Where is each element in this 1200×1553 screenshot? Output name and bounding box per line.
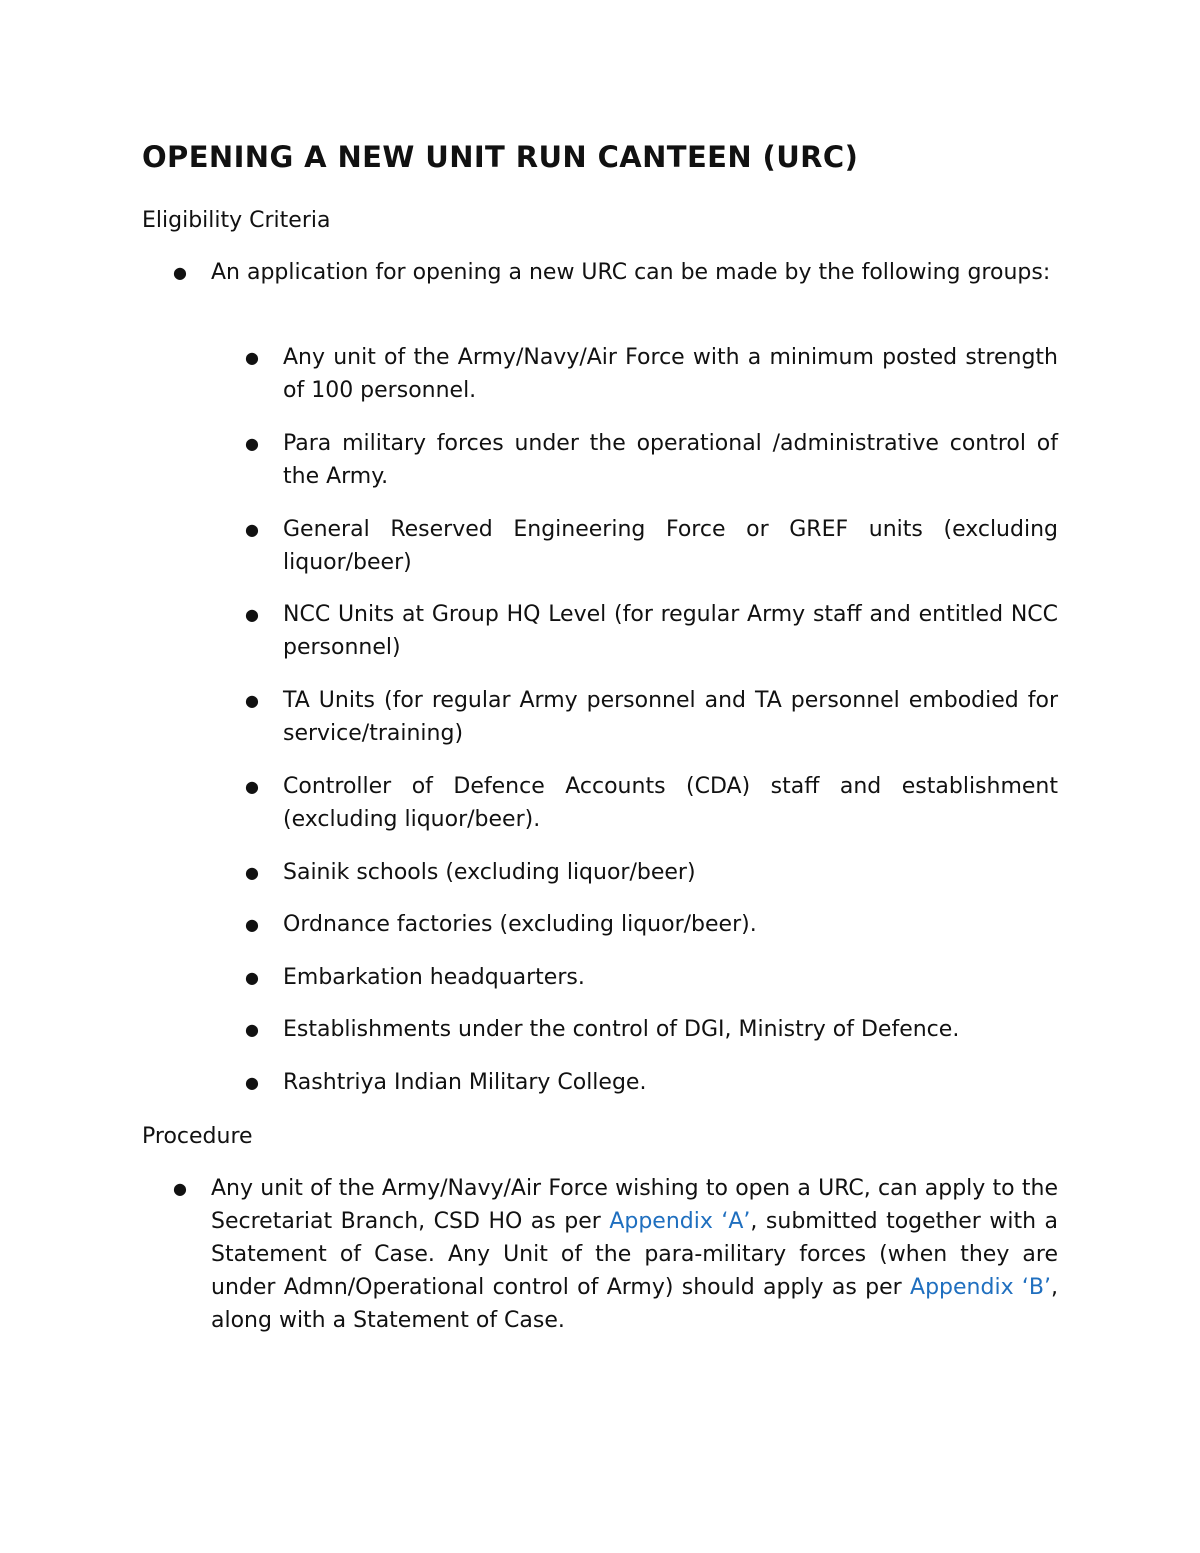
bullet-icon: ● [173, 1179, 187, 1198]
bullet-icon: ● [245, 691, 259, 710]
eligibility-item: Para military forces under the operational /administrative control of the Army. [283, 431, 1058, 489]
appendix-b-link[interactable]: Appendix ‘B’ [910, 1275, 1051, 1300]
procedure-paragraph [211, 1172, 1058, 1337]
appendix-a-link[interactable]: Appendix ‘A’ [609, 1209, 751, 1234]
procedure-text-3: , along with a Statement of Case. [211, 1275, 1058, 1333]
eligibility-item: Establishments under the control of DGI, Ministry of Defence. [283, 1017, 960, 1042]
page-title: OPENING A NEW UNIT RUN CANTEEN (URC) [142, 140, 859, 174]
bullet-icon: ● [245, 605, 259, 624]
eligibility-item: Rashtriya Indian Military College. [283, 1070, 647, 1095]
bullet-icon: ● [245, 1020, 259, 1039]
eligibility-item: Ordnance factories (excluding liquor/beer). [283, 912, 757, 937]
procedure-heading: Procedure [142, 1124, 253, 1149]
eligibility-item: Sainik schools (excluding liquor/beer) [283, 860, 696, 885]
eligibility-item: Any unit of the Army/Navy/Air Force with a minimum posted strength of 100 personnel. [283, 345, 1058, 403]
bullet-icon: ● [245, 348, 259, 367]
eligibility-heading: Eligibility Criteria [142, 208, 331, 233]
eligibility-item: Controller of Defence Accounts (CDA) staff and establishment (excluding liquor/beer). [283, 774, 1058, 832]
bullet-icon: ● [245, 1073, 259, 1092]
bullet-icon: ● [245, 520, 259, 539]
procedure-text-2: , submitted together with a Statement of Case. Any Unit of the para-military forces (when they are under Admn/Operational control of Army) should apply as per [211, 1209, 1058, 1300]
eligibility-item: NCC Units at Group HQ Level (for regular Army staff and entitled NCC personnel) [283, 602, 1058, 660]
procedure-text-1: Any unit of the Army/Navy/Air Force wishing to open a URC, can apply to the Secretariat Branch, CSD HO as per [211, 1176, 1058, 1234]
bullet-icon: ● [245, 968, 259, 987]
eligibility-item: Embarkation headquarters. [283, 965, 585, 990]
eligibility-item: General Reserved Engineering Force or GREF units (excluding liquor/beer) [283, 517, 1058, 575]
bullet-icon: ● [173, 263, 187, 282]
eligibility-item: TA Units (for regular Army personnel and TA personnel embodied for service/training) [283, 688, 1058, 746]
eligibility-intro: An application for opening a new URC can be made by the following groups: [211, 260, 1051, 285]
bullet-icon: ● [245, 863, 259, 882]
bullet-icon: ● [245, 915, 259, 934]
bullet-icon: ● [245, 434, 259, 453]
bullet-icon: ● [245, 777, 259, 796]
